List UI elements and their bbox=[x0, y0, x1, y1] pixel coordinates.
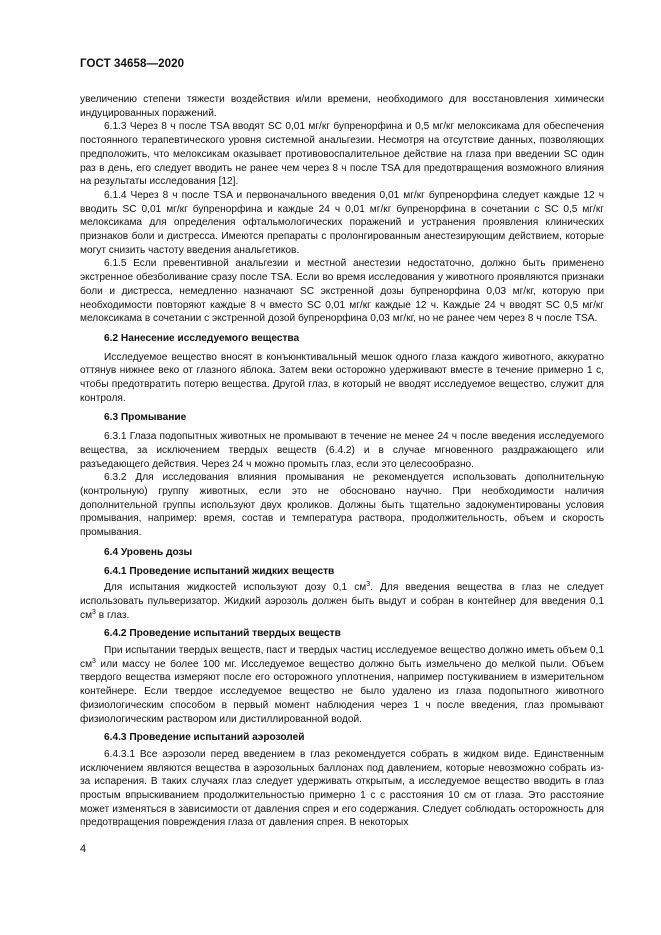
document-header: ГОСТ 34658—2020 bbox=[80, 58, 185, 70]
text-span: или массу не более 100 мг. Исследуемое вещество должно быть измельчено до мелкой пыли. Объем твердого вещества измеряют после его осторожного уплотнения, например постукиванием в измерительном контейнере. Если твердое исследуемое вещество не было удалено из глаза подопытного животного физиологическим способом в первый момент наблюдения через 1 ч после введения, глаз промывают физиологическим раствором или дистиллированной водой. bbox=[80, 658, 604, 725]
text-span: . Для введения вещества в глаз не следует использовать пульверизатор. Жидкий аэрозоль должен быть выдут и собран в контейнер для введения 0,1 см bbox=[80, 582, 604, 621]
section-heading-6-2: 6.2 Нанесение исследуемого вещества bbox=[104, 332, 300, 344]
subsection-heading-6-4-1: 6.4.1 Проведение испытаний жидких веществ bbox=[104, 565, 335, 577]
paragraph-6-1-4: 6.1.4 Через 8 ч после TSA и первоначального введения 0,01 мг/кг бупренорфина следует каждые 12 ч вводить SC 0,01 мг/кг бупренорфина и каждые 24 ч 0,01 мг/кг бупренорфина в сочетании с SC 0,5 мг/кг мелоксикама для определения офтальмологических поражений и устранения проявления клинических признаков боли и дистресса. Имеются препараты с пролонгированным анестезирующим действием, которые могут снизить частоту введения анальгетиков. bbox=[80, 189, 604, 256]
paragraph-6-3-2: 6.3.2 Для исследования влияния промывания не рекомендуется использовать дополнительную (контрольную) группу животных, если это не обосновано научно. При необходимости наличия дополнительной группы используют двух кроликов. Должны быть тщательно задокументированы условия промывания, например: время, состав и температура раствора, продолжительность, объем и скорость промывания. bbox=[80, 472, 604, 539]
paragraph-6-1-5: 6.1.5 Если превентивной анальгезии и местной анестезии недостаточно, должно быть применено экстренное обезболивание сразу после TSA. Если во время исследования у животного проявляются признаки боли и дистресса, немедленно назначают SC экстренной дозы бупренорфина 0,03 мг/кг, которую при необходимости повторяют каждые 8 ч вместо SC 0,01 мг/кг каждые 12 ч. Каждые 24 ч вводят SC 0,5 мг/кг мелоксикама в сочетании с экстренной дозой бупренорфина 0,03 мг/кг, но не ранее чем через 8 ч после TSA. bbox=[80, 258, 604, 325]
text-span: Для испытания жидкостей используют дозу 0,1 см bbox=[104, 582, 367, 594]
text-span: При испытании твердых веществ, паст и твердых частиц исследуемое вещество должно иметь объем 0,1 см bbox=[80, 645, 604, 670]
page-number: 4 bbox=[80, 843, 87, 855]
document-body bbox=[80, 93, 604, 830]
paragraph-6-4-1 bbox=[80, 581, 604, 622]
paragraph-continuation: увеличению степени тяжести воздействия и/или времени, необходимого для восстановления химически индуцированных поражений. bbox=[80, 94, 604, 119]
paragraph-6-2: Исследуемое вещество вносят в конъюнктивальный мешок одного глаза каждого животного, аккуратно оттянув нижнее веко от глазного яблока. Затем веки осторожно удерживают вместе в течение примерно 1 с, чтобы предотвратить потерю вещества. Другой глаз, в который не вводят исследуемое вещество, служит для контроля. bbox=[80, 351, 604, 404]
text-span: в глаз. bbox=[95, 609, 130, 621]
superscript: 3 bbox=[366, 581, 371, 589]
section-heading-6-4: 6.4 Уровень дозы bbox=[104, 546, 193, 558]
paragraph-6-3-1: 6.3.1 Глаза подопытных животных не промывают в течение не менее 24 ч после введения исследуемого вещества, за исключением твердых веществ (6.4.2) и в случае мгновенного раздражающего или разъедающего действия. Через 24 ч можно промыть глаз, если это целесообразно. bbox=[80, 431, 604, 470]
section-heading-6-3: 6.3 Промывание bbox=[104, 412, 187, 424]
superscript: 3 bbox=[92, 608, 96, 616]
superscript: 3 bbox=[92, 657, 96, 665]
subsection-heading-6-4-3: 6.4.3 Проведение испытаний аэрозолей bbox=[104, 732, 305, 744]
subsection-heading-6-4-2: 6.4.2 Проведение испытаний твердых веществ bbox=[104, 628, 341, 640]
paragraph-6-4-2 bbox=[80, 644, 604, 726]
paragraph-6-4-3-1: 6.4.3.1 Все аэрозоли перед введением в глаз рекомендуется собрать в жидком виде. Единственным исключением являются вещества в аэрозольных баллонах под давлением, которые невозможно собрать из-за испарения. В таких случаях глаз следует удерживать открытым, а исследуемое вещество вводить в глаз простым впрыскиванием продолжительностью примерно 1 с с расстояния 10 см от глаза. Это расстояние может изменяться в зависимости от давления спрея и его содержания. Следует соблюдать осторожность для предотвращения повреждения глаза от давления спрея. В некоторых bbox=[80, 748, 604, 829]
paragraph-6-1-3: 6.1.3 Через 8 ч после TSA вводят SC 0,01 мг/кг бупренорфина и 0,5 мг/кг мелоксикама для обеспечения постоянного терапевтического уровня системной анальгезии. Несмотря на отсутствие данных, позволяющих предположить, что мелоксикам оказывает противовоспалительное действие на глаза при введении SC один раз в день, его следует вводить не ранее чем через 8 ч после TSA для предотвращения возможного влияния на результаты исследования [12]. bbox=[80, 121, 604, 188]
